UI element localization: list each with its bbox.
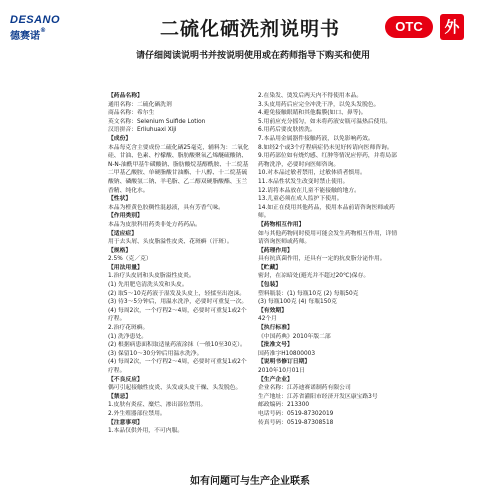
section-text: 4.避免接触眼睛和其他黏膜(如口、鼻等)。 bbox=[258, 110, 367, 117]
section-text: 12.请将本品放在儿童不能接触的地方。 bbox=[258, 187, 360, 194]
section-text: (2) 根据病患面积取适量药液涂抹（一般10至30克）。 bbox=[108, 342, 246, 349]
section-text: (4) 每周2次，一个疗程2～4周，必要时可重复1或2个疗程。 bbox=[108, 307, 247, 323]
section-text: 1.治疗头皮屑和头皮脂溢性皮炎。 bbox=[108, 273, 195, 280]
section-heading: 【有效期】 bbox=[258, 307, 287, 314]
company-logo bbox=[10, 14, 74, 46]
leaflet-section bbox=[108, 264, 250, 376]
section-text: 本品为皮肤科用药类非处方药药品。 bbox=[108, 221, 201, 228]
leaflet-section bbox=[258, 264, 400, 281]
section-heading: 【药品名称】 bbox=[108, 93, 143, 99]
section-text: (4) 每周2次，一个疗程2～4周，必要时可重复1或2个疗程。 bbox=[108, 359, 247, 374]
section-text: 10.对本品过敏者禁用，过敏体质者慎用。 bbox=[258, 170, 366, 177]
section-text: 电话号码：0519-87302019 bbox=[258, 410, 334, 417]
section-text: 13.儿童必须在成人监护下使用。 bbox=[258, 196, 343, 203]
section-text: 5.用前应充分摇匀，如未将药液安瓶可温热后使用。 bbox=[258, 118, 392, 125]
section-heading: 【贮藏】 bbox=[258, 264, 282, 271]
registered-mark: ® bbox=[40, 27, 46, 34]
section-heading: 【生产企业】 bbox=[258, 376, 293, 383]
leaflet-section bbox=[108, 376, 250, 393]
leaflet-section bbox=[108, 212, 250, 229]
section-heading: 【批准文号】 bbox=[258, 342, 293, 349]
right-column bbox=[258, 92, 400, 450]
section-heading: 【药理作用】 bbox=[258, 247, 293, 254]
leaflet-section bbox=[258, 307, 400, 324]
section-text: 1.本品仅供外用，不可内服。 bbox=[108, 428, 184, 435]
section-text: 3.头皮用药后应完全冲洗干净，以免头发脱色。 bbox=[258, 101, 380, 108]
section-text: 传真号码：0519-87308518 bbox=[258, 419, 334, 426]
section-text: 用于去头屑、头皮脂溢性皮炎、花斑癣（汗斑）。 bbox=[108, 239, 233, 246]
section-heading: 【包装】 bbox=[258, 282, 282, 289]
section-text: 企业名称：江苏迪赛诺制药有限公司 bbox=[258, 385, 351, 392]
leaflet-section bbox=[258, 358, 400, 375]
section-text: 42个月 bbox=[258, 316, 277, 323]
section-heading: 【不良反应】 bbox=[108, 376, 143, 383]
leaflet-section bbox=[258, 221, 400, 247]
section-heading: 【规格】 bbox=[108, 247, 132, 254]
section-text: 偶可引起接触性皮炎、头发或头皮干燥、头发脱色。 bbox=[108, 385, 242, 392]
section-text: 2.外生殖器部位禁用。 bbox=[108, 410, 166, 417]
section-text: 14.如正在使用其他药品，使用本品前请咨询医师或药师。 bbox=[258, 204, 395, 220]
leaflet-section bbox=[108, 92, 250, 135]
leaflet-section bbox=[258, 281, 400, 307]
leaflet-section bbox=[108, 419, 250, 436]
logo-chinese-name: 德赛诺 bbox=[10, 31, 40, 42]
leaflet-section bbox=[258, 247, 400, 264]
section-text: 塑料瓶装：(1) 每瓶10克 (2) 每瓶50克 bbox=[258, 290, 359, 297]
section-text: 2.5%（克／克） bbox=[108, 256, 152, 263]
section-text: 11.本品性状发生改变时禁止使用。 bbox=[258, 178, 349, 185]
section-heading: 【说明书修订日期】 bbox=[258, 359, 311, 366]
usage-warning: 请仔细阅读说明书并按说明使用或在药师指导下购买和使用 bbox=[135, 51, 370, 61]
leaflet-section bbox=[258, 376, 400, 428]
section-text: (3) 保留10～30分钟后用温水洗净。 bbox=[108, 350, 203, 357]
section-heading: 【作用类别】 bbox=[108, 213, 143, 220]
section-text: 英文名称：Selenium Sulfide Lotion bbox=[108, 118, 206, 125]
section-text: 商品名称：希尔生 bbox=[108, 110, 155, 117]
leaflet-section bbox=[108, 247, 250, 264]
section-text: 7.本品用金属器件接触药液，以免影响药效。 bbox=[258, 135, 374, 142]
section-text: 国药准字H10800003 bbox=[258, 350, 316, 357]
section-heading: 【注意事项】 bbox=[108, 419, 143, 426]
left-column bbox=[108, 92, 250, 450]
section-text: (2) 取5～10克药液于湿发及头皮上，轻揉至出泡沫。 bbox=[108, 290, 246, 297]
leaflet-section bbox=[108, 393, 250, 419]
section-text: 汉语拼音：Erliuhuaxi Xiji bbox=[108, 127, 177, 134]
section-text: (1) 先用肥皂清洗头发和头皮。 bbox=[108, 282, 188, 289]
section-text: (3) 每瓶100克 (4) 每瓶150克 bbox=[258, 299, 337, 306]
section-text: 具有抗真菌作用，还具有一定的抗皮脂分泌作用。 bbox=[258, 256, 386, 263]
external-use-badge: 外 bbox=[440, 14, 464, 40]
section-text: 邮政编码：213300 bbox=[258, 402, 310, 409]
leaflet-section bbox=[258, 341, 400, 358]
section-text: 通用名称：二硫化硒洗剂 bbox=[108, 101, 172, 108]
section-text: 2.在染发、烫发后两天内不得使用本品。 bbox=[258, 93, 363, 99]
footer-contact-note: 如有问题可与生产企业联系 bbox=[190, 476, 310, 487]
section-text: 2.治疗花斑癣。 bbox=[108, 325, 149, 332]
section-heading: 【执行标准】 bbox=[258, 325, 293, 332]
logo-wordmark: DESANO bbox=[10, 14, 61, 26]
section-heading: 【药物相互作用】 bbox=[258, 221, 305, 228]
section-heading: 【用法用量】 bbox=[108, 264, 143, 271]
section-text: 1.皮肤有炎症、糜烂、渗出部位禁用。 bbox=[108, 402, 207, 409]
document-title: 二硫化硒洗剂说明书 bbox=[159, 18, 340, 40]
section-heading: 【成份】 bbox=[108, 135, 132, 142]
leaflet-content bbox=[108, 92, 400, 450]
section-heading: 【适应症】 bbox=[108, 230, 137, 237]
section-text: 本品每克含主要成份二硫化硒25毫克，辅料为：二氧化硅、甘油、色素、柠檬酸、脂肪酸聚氧乙烯醚硫酸钠、N-N-油酰甲基牛磺酸钠、脂肪酸烷基醇酰胺、十二烷基二甲基乙酸胺、单硬脂酸甘油酯、十八醇、十二烷基硫酸钠、磷酸氢二钠、羊毛脂、乙二醇双硬脂酸酯、玉兰香精、纯化水。 bbox=[108, 144, 249, 194]
otc-badge: OTC bbox=[385, 16, 433, 38]
section-text: 生产地址：江苏省灌阳市经济开发区康宝路3号 bbox=[258, 393, 378, 400]
section-text: 6.用药后要皮肤搓洗。 bbox=[258, 127, 316, 134]
leaflet-section bbox=[108, 230, 250, 247]
leaflet-section bbox=[258, 324, 400, 341]
section-text: 如与其他药物同时使用可能会发生药物相互作用，详情请咨询医师或药师。 bbox=[258, 230, 398, 246]
section-text: 《中国药典》2010年版二部 bbox=[258, 333, 331, 340]
section-text: 9.用药部位如有烧灼感、红肿等情况应停药，并将局部药物洗净，必要时向医师咨询。 bbox=[258, 153, 397, 168]
header bbox=[0, 0, 500, 84]
section-text: (1) 洗净患处。 bbox=[108, 333, 148, 340]
leaflet-section bbox=[108, 135, 250, 195]
section-text: 2010年10月01日 bbox=[258, 368, 305, 374]
section-text: 密封，在凉暗处(避光并不超过20℃)保存。 bbox=[258, 273, 370, 280]
section-heading: 【禁忌】 bbox=[108, 393, 132, 400]
leaflet-section bbox=[108, 195, 250, 212]
leaflet-section bbox=[258, 92, 400, 221]
section-heading: 【性状】 bbox=[108, 196, 132, 203]
section-text: 本品为橙黄色胶稠性混悬液，具有芳香气味。 bbox=[108, 204, 224, 211]
section-text: (3) 待3～5分钟后，用温水洗净，必要时可重复一次。 bbox=[108, 299, 248, 306]
section-text: 8.如经2个或3个疗程病症仍未见好转请向医师咨询。 bbox=[258, 144, 393, 151]
